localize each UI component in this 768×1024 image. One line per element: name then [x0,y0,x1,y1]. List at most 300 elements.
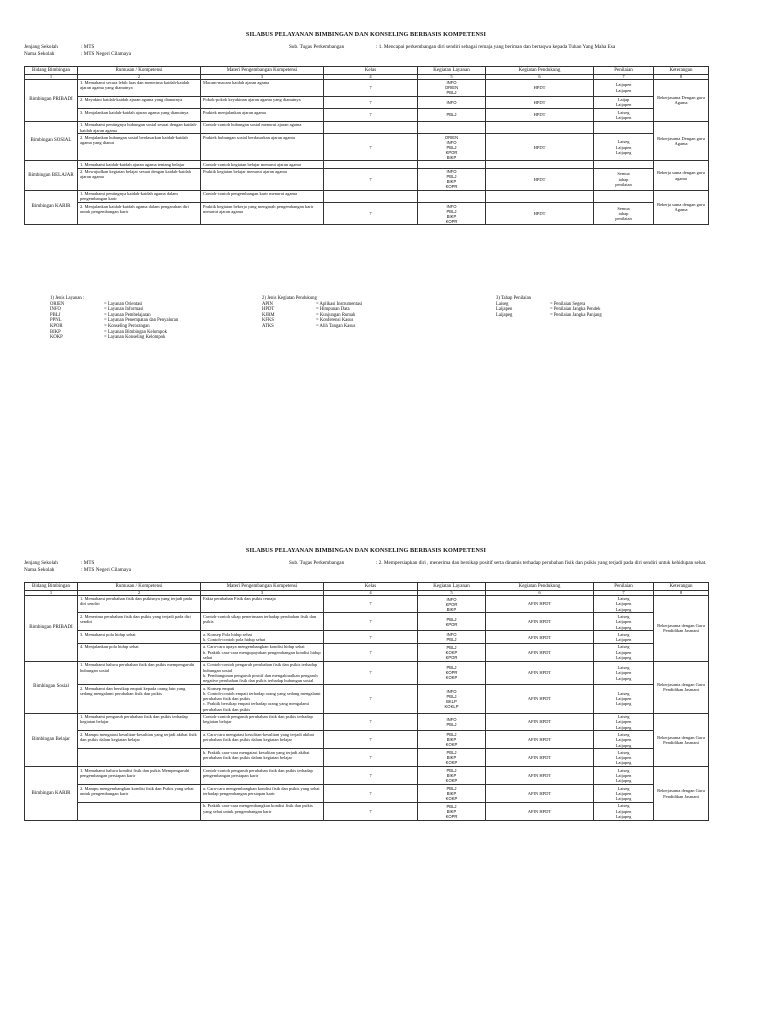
layanan-code: PBLJ [446,112,457,118]
penilaian-item: Semua [617,171,630,177]
materi-cell: Contoh-contoh pengaruh perubahan fisik dan psikis terhadap kegiatan belajar [201,713,324,731]
jenjang-sekolah [24,44,131,51]
kegiatan-layanan-cell [418,785,486,803]
table-row [25,613,709,631]
column-header: Penilaian [594,583,654,591]
kegiatan-pendukung-cell: APIN HPDT [486,767,594,785]
table-row [25,161,709,168]
materi-cell: a. Konsep empati b. Contoh-contoh empati terhadap orang yang sedang mengalami perubahan fisik dan psikis c. Praktik bersikap empati terhadap orang yang mengalami perubahan fisik dan psikis [201,685,324,713]
penilaian-cell [594,767,654,785]
rumusan-cell: 2. Menjalankan kaidah-kaidah agama dalam pengarahan diri untuk pengembangan karir [78,203,201,225]
layanan-code: BIKP [446,213,457,219]
penilaian-item: Laijapen [615,82,632,88]
legend-description: = Penilaian Jangka Panjang [550,312,602,318]
penilaian-item: penilaian [615,181,632,187]
column-header: Kegiatan Pendukung [486,67,594,75]
column-header: Kegiatan Layanan [418,583,486,591]
layanan-code: INFO [446,99,457,105]
penilaian-item: Laiseg [617,109,630,115]
penilaian-cell [594,595,654,613]
document-meta [24,40,708,66]
document-meta [24,556,708,582]
penilaian-item: Laiseg [617,714,630,720]
penilaian-item: Laiseg [617,749,630,755]
bidang-bimbingan-cell: Bimbingan Belajar [25,713,78,767]
kegiatan-pendukung-cell: APIN HPDT [486,713,594,731]
legend-heading: 3) Tahap Penilaian [496,296,531,301]
materi-cell: Contoh-contoh pengembangan karir menurut agama [201,190,324,203]
keterangan-cell: Bekerjasama dengan Guru Pendidikan Jasmani [654,595,709,661]
table-row [25,785,709,803]
kelas-cell: 7 [324,661,418,684]
penilaian-cell [594,749,654,767]
layanan-code: PBLJ [446,616,457,622]
layanan-code: INFO [446,632,457,638]
penilaian-item: Laijapen [615,601,632,607]
kelas-cell: 7 [324,749,418,767]
column-header: Kelas [324,67,418,75]
legend-row [50,335,178,341]
kelas-cell: 7 [324,731,418,749]
column-header: Keterangan [654,67,709,75]
penilaian-item: Laiseg [617,690,630,696]
legend-description: = Aplikasi Instrumentasi [316,301,363,307]
kegiatan-layanan-cell [418,613,486,631]
penilaian-item: Laijapen [615,144,632,150]
layanan-code: KOPR [445,813,458,819]
keterangan-cell: Bekerjasama dengan Guru Pendidikan Jasmani [654,713,709,767]
nama-label: Nama Sekolah [24,51,55,57]
rumusan-cell: 2. Mampu mengembangkan kondisi fisik dan Psikis yang sehat untuk pengembangan karir [78,785,201,803]
legend-jenis-layanan [50,296,178,341]
legend-description: = Layanan Orientasi [104,301,143,307]
penilaian-cell [594,161,654,168]
penilaian-cell [594,168,654,190]
keterangan-cell: Bekerja sama dengan guru Agama [654,190,709,225]
layanan-code: INFO [446,139,457,145]
layanan-code: INFO [446,80,457,86]
legend-code: BIKP [50,329,61,335]
table-row [25,643,709,661]
document-title: SILABUS PELAYANAN BIMBINGAN DAN KONSELING BERBASIS KOMPETENSI [245,547,487,554]
penilaian-item: Laiseg [617,767,630,773]
rumusan-cell: 3. Menjalankan kaidah-kaidah ajaran agama yang dianutnya [78,109,201,122]
layanan-code: ORIEN [444,85,459,91]
kelas-cell: 7 [324,767,418,785]
layanan-code: KOKP [445,742,458,748]
column-header: Keterangan [654,583,709,591]
layanan-code: PBLJ [446,732,457,738]
penilaian-item: Laijapen [615,619,632,625]
legend-description: = Layanan Penempatan dan Penyaluran [104,318,179,324]
layanan-code: KOKP [445,649,458,655]
layanan-code: KPOR [445,654,458,660]
legend-code: INFO [50,307,61,313]
kelas-cell: 7 [324,203,418,225]
materi-cell: a. Konsep Pola hidup sehat b. Contoh-contoh pola hidup sehat [201,631,324,644]
layanan-code: KPOR [445,601,458,607]
legend-code: KOKP [50,335,63,341]
syllabus-table [24,582,709,821]
layanan-code: PBLJ [446,90,457,96]
column-number: 6 [486,590,594,595]
legend-description: = Layanan Informasi [104,307,144,313]
kelas-cell: 7 [324,685,418,713]
layanan-code: INFO [446,169,457,175]
kegiatan-pendukung-cell: APIN HPDT [486,643,594,661]
penilaian-cell [594,685,654,713]
legend-heading: 2) Jenis Kegiatan Pendukung [262,296,317,301]
penilaian-cell [594,802,654,820]
penilaian-item: Laijapen [615,696,632,702]
column-header: Materi Pengembangan Kompetensi [201,583,324,591]
keterangan-cell: Bekerjasama dengan Guru Pendidikan Jasmani [654,767,709,821]
rumusan-cell: 2. Mampu mengatasi kesulitan-kesulitan yang terjadi akibat fisik dan psikis dalam kegiatan belajar [78,731,201,749]
table-row [25,749,709,767]
kegiatan-layanan-cell [418,713,486,731]
jenjang-label: Jenjang Sekolah [24,44,58,50]
penilaian-item: Laiseg [617,631,630,637]
materi-cell: Contoh-contoh hubungan sosial menurut ajaran agama [201,121,324,134]
penilaian-item: Laijapen [615,670,632,676]
materi-cell: b. Praktik cara-cara mengembangkan kondisi fisik dan psikis yang sehat untuk pengembangan karir [201,802,324,820]
materi-cell: Praktek hubungan sosial berdasarkan ajaran agama [201,134,324,161]
kegiatan-pendukung-cell: HPDT [486,168,594,190]
materi-cell: Praktek menjalankan ajaran agama [201,109,324,122]
column-number: 4 [324,74,418,79]
kelas-cell: 7 [324,785,418,803]
legend-code: Laijapeg [496,312,513,318]
nama-sekolah [24,51,131,58]
penilaian-item: Laiseg [617,644,630,650]
legend-description: = Layanan Konseling Kelompok [104,335,166,341]
column-header: Kelas [324,583,418,591]
penilaian-item: Laijapeg [615,624,632,630]
kegiatan-layanan-cell [418,643,486,661]
jenjang-value: : MTS [81,560,95,566]
kelas-cell: 7 [324,643,418,661]
syllabus-section-1 [24,30,708,225]
legend-code: KJRM [262,312,275,318]
penilaian-cell [594,643,654,661]
kegiatan-layanan-cell [418,134,486,161]
materi-cell: Fakta perubahan Fisik dan psikis remaja [201,595,324,613]
kelas-cell: 7 [324,134,418,161]
layanan-code: PBLJ [446,637,457,643]
bidang-bimbingan-cell: Bimbingan PRIBADI [25,79,78,121]
school-info [24,44,131,58]
layanan-code: KOKP [445,796,458,802]
layanan-code: INFO [446,716,457,722]
layanan-code: ORIEN [444,134,459,140]
layanan-code: KOPR [445,218,458,224]
penilaian-item: Laijapeg [615,606,632,612]
layanan-code: PBLJ [446,665,457,671]
penilaian-item: Laijapen [615,790,632,796]
kegiatan-layanan-cell [418,190,486,203]
column-number: 3 [201,74,324,79]
table-row [25,168,709,190]
penilaian-item: Laijapeg [615,814,632,820]
kegiatan-layanan-cell [418,802,486,820]
column-header: Penilaian [594,67,654,75]
materi-cell: Pokok-pokok keyakinan ajaran agama yang dianutnya [201,96,324,109]
column-header: Rumusan / Kompetensi [78,67,201,75]
table-row [25,109,709,122]
kegiatan-pendukung-cell: APIN HPDT [486,613,594,631]
kelas-cell: 7 [324,802,418,820]
legend-row [262,324,362,330]
kegiatan-layanan-cell [418,685,486,713]
layanan-code: BIKP [446,737,457,743]
kegiatan-layanan-cell [418,631,486,644]
layanan-code: BIKP [446,755,457,761]
bidang-bimbingan-cell: Bimbingan Sosial [25,661,78,713]
kegiatan-layanan-cell [418,109,486,122]
legend-description: = Penilaian Segera [550,301,586,307]
penilaian-cell [594,613,654,631]
layanan-code: INFO [446,688,457,694]
header-row [25,67,709,75]
penilaian-item: penilaian [615,216,632,222]
legend-code: Laijapen [496,307,513,313]
keterangan-cell: Bekerjasama Dengan guru Agama [654,121,709,161]
layanan-code: KOKP [445,675,458,681]
legend-code: PPNL [50,318,62,324]
rumusan-cell [78,802,201,820]
layanan-code: INFO [446,596,457,602]
rumusan-cell: 1. Memahami perubahan fisik dan psikisnya yang terjadi pada diri sendiri [78,595,201,613]
layanan-code: KOKP [445,760,458,766]
kegiatan-layanan-cell [418,731,486,749]
rumusan-cell: 2. Memahami dan bersikap empati kepada orang lain yang sedang mengalami perubahan fisik dan psikis [78,685,201,713]
keterangan-cell: Bekerja sama dengan guru agama [654,161,709,190]
kegiatan-pendukung-cell: HPDT [486,134,594,161]
kegiatan-pendukung-cell: HPDT [486,96,594,109]
keterangan-cell: Bekerjasama Dengan guru Agama [654,79,709,121]
table-row [25,661,709,684]
column-number: 6 [486,74,594,79]
layanan-code: BKLP [446,698,457,704]
kegiatan-pendukung-cell: APIN HPDT [486,661,594,684]
jenjang-sekolah [24,560,131,567]
column-number: 7 [594,590,654,595]
kegiatan-pendukung-cell: APIN HPDT [486,631,594,644]
column-header: Kegiatan Layanan [418,67,486,75]
legend-description: = Layanan Pembelajaran [104,312,151,318]
syllabus-section-2 [24,546,708,821]
kegiatan-layanan-cell [418,168,486,190]
column-number: 1 [25,590,78,595]
layanan-code: KOKLP [444,703,459,709]
penilaian-item: Laijapeg [615,778,632,784]
penilaian-item: Laiseg [617,731,630,737]
jenjang-label: Jenjang Sekolah [24,560,58,566]
materi-cell: Macam-macam kaidah ajaran agama [201,79,324,96]
penilaian-cell [594,785,654,803]
materi-cell: a. Cara-cara upaya mengembangkan kondisi hidup sehat b. Praktik cara-cara mengupayakan pengembangan kondisi hidup sehat [201,643,324,661]
materi-cell: b. Praktik cara-cara mengatasi kesulitan yang terjadi akibat perubahan fisik dan psikis dalam kegiatan belajar [201,749,324,767]
column-number: 2 [78,590,201,595]
penilaian-cell [594,631,654,644]
rumusan-cell: 2. Menerima perubahan fisik dan psikis yang terjadi pada diri sendiri [78,613,201,631]
kegiatan-pendukung-cell: APIN HPDT [486,595,594,613]
kelas-cell: 7 [324,595,418,613]
nama-value: : MTS Negeri Cilamaya [81,51,131,57]
kegiatan-pendukung-cell: APIN HPDT [486,785,594,803]
penilaian-item: Laijapeg [615,150,632,156]
penilaian-item: tahap [618,211,629,217]
kelas-cell: 7 [324,96,418,109]
penilaian-item: Laijapen [615,808,632,814]
rumusan-cell: 4. Menjalankan pola hidup sehat [78,643,201,661]
kegiatan-layanan-cell [418,121,486,134]
column-header: Materi Pengembangan Kompetensi [201,67,324,75]
legend-tahap-penilaian [496,296,602,318]
penilaian-item: Laijapen [615,102,632,108]
penilaian-cell [594,713,654,731]
legend-kegiatan-pendukung [262,296,362,330]
kegiatan-layanan-cell [418,767,486,785]
kelas-cell: 7 [324,79,418,96]
kelas-cell: 7 [324,713,418,731]
school-info [24,560,131,574]
column-number: 1 [25,74,78,79]
table-row [25,595,709,613]
penilaian-cell [594,134,654,161]
jenjang-value: : MTS [81,44,95,50]
kelas-cell: 7 [324,168,418,190]
kegiatan-pendukung-cell [486,190,594,203]
kegiatan-pendukung-cell: APIN HPDT [486,802,594,820]
bidang-bimbingan-cell: Bimbingan BELAJAR [25,161,78,190]
layanan-code: BIKP [446,154,457,160]
column-number: 3 [201,590,324,595]
table-row [25,767,709,785]
penilaian-cell [594,96,654,109]
rumusan-cell: 1. Memahami pentingnya kaidah-kaidah agama dalam pengembangan karir [78,190,201,203]
kegiatan-layanan-cell [418,749,486,767]
layanan-code: PBLJ [446,144,457,150]
table-row [25,631,709,644]
column-header: Kegiatan Pendukung [486,583,594,591]
kegiatan-pendukung-cell [486,121,594,134]
kegiatan-layanan-cell [418,96,486,109]
rumusan-cell: 1. Memahami pengaruh perubahan fisik dan psikis terhadap kegiatan belajar [78,713,201,731]
penilaian-cell [594,190,654,203]
legend-description: = Konseling Perorangan [104,323,150,329]
legend-code: PBLJ [50,312,61,318]
header-row [25,583,709,591]
layanan-code: BIKP [446,808,457,814]
layanan-code: PBLJ [446,721,457,727]
column-number: 8 [654,590,709,595]
penilaian-item: Semua [617,205,630,211]
legend-description: = Penilaian Jangka Pendek [550,307,601,313]
legend-row [496,313,602,319]
penilaian-item: Laijapeg [615,701,632,707]
penilaian-item: Laiseg [617,139,630,145]
kelas-cell [324,190,418,203]
column-number: 5 [418,74,486,79]
rumusan-cell: 3. Memahami pola hidup sehat [78,631,201,644]
legend-description: = Kunjungan Rumah [316,312,356,318]
layanan-code: PBLJ [446,768,457,774]
penilaian-cell [594,109,654,122]
penilaian-cell [594,203,654,225]
legend-description: = Layanan Bimbingan Kelompok [104,329,167,335]
layanan-code: PBLJ [446,644,457,650]
document-title: SILABUS PELAYANAN BIMBINGAN DAN KONSELING BERBASIS KOMPETENSI [245,31,487,38]
materi-cell: Praktik kegiatan belajar menurut ajaran agama [201,168,324,190]
column-number: 4 [324,590,418,595]
rumusan-cell [78,749,201,767]
legend-description: = Alih Tangan Kasus [316,323,356,329]
penilaian-cell [594,79,654,96]
rumusan-cell: 1. Memahami bahwa kondisi fisik dan psikis Mempengaruhi pengembangan persiapan karir [78,767,201,785]
table-row [25,802,709,820]
materi-cell: a. Cara-cara mengembangkan kondisi fisik dan psikis yang sehat terhadap pengembangan persiapan karir [201,785,324,803]
sub-tugas-label: Sub. Tugas Perkembangan [289,560,345,566]
penilaian-item: Laiseg [617,803,630,809]
legend-code: ORIEN [50,301,65,307]
column-number: 2 [78,74,201,79]
materi-cell: a. Cara-cara mengatasi kesulitan-kesulitan yang terjadi akibat perubahan fisik dan psikis dalam kegiatan belajar [201,731,324,749]
penilaian-item: Laijapen [615,755,632,761]
layanan-code: KOKP [445,778,458,784]
rumusan-cell: 2. Mewujudkan kegiatan belajar sesuai dengan kaidah-kaidah ajaran agama [78,168,201,190]
legend-code: HPDT [262,307,275,313]
legend-heading: 1) Jenis Layanan : [50,296,85,301]
kegiatan-pendukung-cell: HPDT [486,203,594,225]
layanan-code: PBLJ [446,174,457,180]
layanan-code: KPOR [445,621,458,627]
layanan-code: KOPR [445,670,458,676]
penilaian-item: Laiseg [617,785,630,791]
legend-code: Laiseg [496,301,509,307]
kelas-cell [324,161,418,168]
penilaian-item: Laijapen [615,637,632,643]
rumusan-cell: 1. Memahami kaidah-kaidah ajaran agama tentang belajar [78,161,201,168]
penilaian-item: Laijapeg [615,675,632,681]
column-header: Rumusan / Kompetensi [78,583,201,591]
table-row [25,713,709,731]
layanan-code: KPOR [445,149,458,155]
layanan-code: BIKP [446,773,457,779]
kegiatan-layanan-cell [418,79,486,96]
column-number: 7 [594,74,654,79]
sub-tugas-value: : 1. Mencapai perkembangan diri sendiri sebagai remaja yang beriman dan bertaqwa kepada Tuhan Yang Maha Esa [376,44,616,50]
table-row [25,121,709,134]
penilaian-item: Laijapeg [615,724,632,730]
table-row [25,685,709,713]
rumusan-cell: 1. Memahami pentingnya hubungan sosial sesuai dengan kaidah-kaidah ajaran agama [78,121,201,134]
penilaian-cell [594,661,654,684]
penilaian-item: Laijapeg [615,796,632,802]
materi-cell: Contoh-contoh kegiatan belajar menurut ajaran agama [201,161,324,168]
sub-tugas-value: : 2. Mempersiapkan diri , menerima dan bersikap positif serta dinamis terhadap perubahan fisik dan psikis yang terjadi pada diri sendiri untuk kehidupan sehat. [376,560,707,566]
nama-sekolah [24,567,131,574]
column-header: Bidang Bimbingan [25,583,78,591]
kegiatan-layanan-cell [418,161,486,168]
penilaian-cell [594,731,654,749]
layanan-code: PBLJ [446,208,457,214]
kegiatan-layanan-cell [418,595,486,613]
kegiatan-layanan-cell [418,661,486,684]
legend-code: KFKS [262,318,274,324]
layanan-code: BIKP [446,179,457,185]
penilaian-item: Laijapen [615,773,632,778]
